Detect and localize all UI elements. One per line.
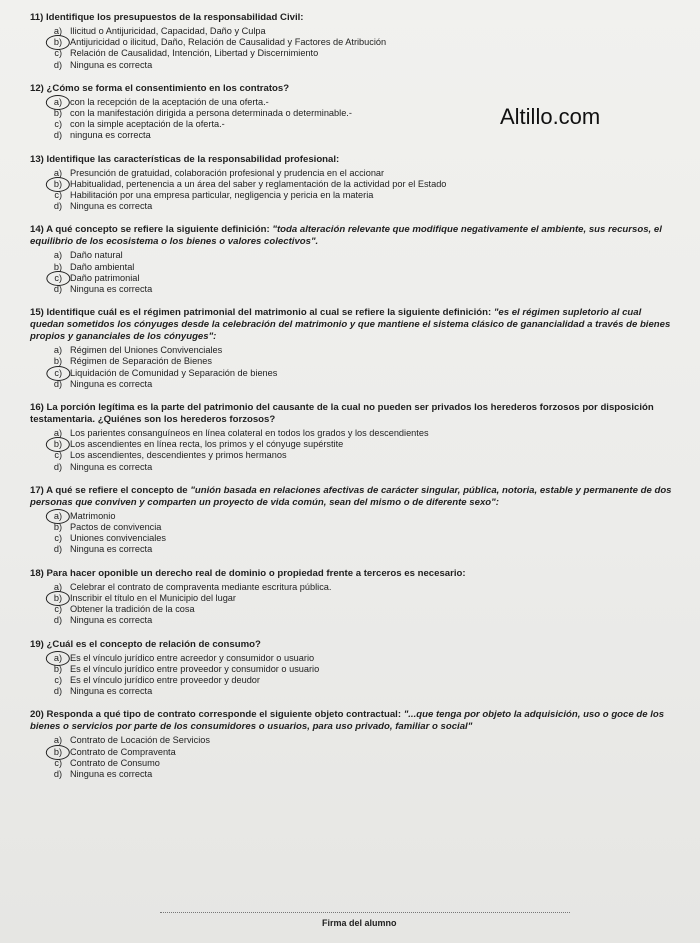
option-letter: a) — [54, 511, 68, 522]
signature-line — [160, 912, 570, 913]
option-circled — [30, 439, 678, 450]
option-text: con la manifestación dirigida a persona determinada o determinable.- — [70, 108, 352, 119]
option-text: Ilicitud o Antijuricidad, Capacidad, Daño y Culpa — [70, 26, 266, 36]
question-stem: 16) La porción legítima es la parte del patrimonio del causante de la cual no pueden ser privados los herederos forzosos por disposición testamentaria. ¿Quiénes son los herederos forzosos? — [30, 402, 654, 426]
option-text: Ninguna es correcta — [70, 615, 153, 626]
option — [30, 604, 678, 615]
question-text — [30, 402, 678, 426]
question-text — [30, 224, 678, 248]
option-letter: d) — [53, 378, 62, 389]
option-circled — [30, 273, 678, 284]
option-text: Matrimonio — [70, 510, 116, 521]
option-list — [30, 97, 678, 142]
question-stem: 13) Identifique las características de la responsabilidad profesional: — [30, 153, 340, 165]
option-circled — [30, 368, 678, 379]
question-19 — [30, 639, 678, 698]
question-13 — [30, 154, 678, 213]
option-text: Ninguna es correcta — [70, 461, 153, 472]
option — [30, 48, 678, 59]
option-letter: c) — [54, 48, 62, 59]
question-12 — [30, 83, 678, 142]
option-text: Uniones convivenciales — [70, 533, 167, 544]
option-text: Presunción de gratuidad, colaboración profesional y prudencia en el accionar — [70, 167, 385, 178]
option-letter: b) — [54, 179, 68, 190]
option-circled — [30, 511, 678, 522]
option-text: Contrato de Consumo — [70, 757, 160, 768]
question-stem: 11) Identifique los presupuestos de la responsabilidad Civil: — [30, 12, 304, 23]
option-text: Régimen de Separación de Bienes — [70, 356, 212, 367]
option — [30, 26, 678, 37]
question-11 — [30, 12, 678, 71]
option — [30, 428, 678, 439]
option-text: con la simple aceptación de la oferta.- — [70, 119, 225, 130]
option-letter: b) — [53, 663, 62, 674]
option-text: Ninguna es correcta — [70, 768, 153, 779]
option — [30, 190, 678, 201]
question-quote: "es el régimen supletorio al cual quedan sometidos los cónyuges desde la celebración del matrimonio y que mantiene el sistema clásico de ganancialidad a través de bienes propios y gananciales de los cónyuges": — [30, 307, 671, 343]
option — [30, 675, 678, 686]
option — [30, 582, 678, 593]
option-letter: a) — [53, 250, 62, 261]
option-text: Daño patrimonial — [70, 272, 140, 283]
question-stem: 19) ¿Cuál es el concepto de relación de consumo? — [30, 638, 261, 650]
option — [30, 119, 678, 130]
question-text — [30, 568, 678, 580]
option — [30, 450, 678, 461]
question-20 — [30, 709, 678, 780]
option-letter: a) — [53, 26, 62, 36]
option-list — [30, 428, 678, 473]
question-stem: 15) Identifique cuál es el régimen patrimonial del matrimonio al cual se refiere la siguiente definición: — [30, 307, 494, 319]
question-quote: "unión basada en relaciones afectivas de carácter singular, pública, notoria, estable y permanente de dos personas que conviven y comparten un proyecto de vida común, sean del mismo o de diferente sexo": — [30, 484, 672, 508]
question-text — [30, 485, 678, 509]
option-letter: a) — [53, 167, 62, 178]
option-text: Relación de Causalidad, Intención, Libertad y Discernimiento — [70, 48, 319, 59]
question-16 — [30, 402, 678, 473]
question-text — [30, 639, 678, 651]
option-letter: a) — [53, 428, 62, 439]
option-text: Ninguna es correcta — [70, 686, 153, 697]
option-text: Contrato de Compraventa — [70, 746, 176, 757]
option-circled — [30, 37, 678, 48]
option — [30, 462, 678, 473]
option-letter: b) — [54, 439, 68, 450]
option-text: Ninguna es correcta — [70, 284, 153, 295]
option-letter: c) — [54, 533, 62, 544]
option-circled — [30, 747, 678, 758]
option-text: Habilitación por una empresa particular, negligencia y pericia en la materia — [70, 190, 374, 201]
option-letter: d) — [53, 59, 62, 70]
option-letter: d) — [53, 130, 62, 141]
option — [30, 379, 678, 390]
option-text: Régimen del Uniones Convivenciales — [70, 345, 223, 356]
option-text: Los ascendientes, descendientes y primos hermanos — [70, 450, 287, 461]
option-letter: c) — [54, 757, 62, 768]
question-text — [30, 12, 678, 24]
option-letter: b) — [53, 522, 62, 533]
option — [30, 769, 678, 780]
option — [30, 356, 678, 367]
option-letter: c) — [54, 368, 68, 379]
option-letter: c) — [54, 190, 62, 201]
question-quote: "...que tenga por objeto la adquisición, uso o goce de los bienes o servicios por parte de los consumidores o usuarios, para uso privado, familiar o social" — [30, 709, 665, 733]
option — [30, 522, 678, 533]
option-list — [30, 26, 678, 71]
option-circled — [30, 653, 678, 664]
option-text: Celebrar el contrato de compraventa mediante escritura pública. — [70, 581, 332, 592]
option-text: Antijuricidad o ilicitud, Daño, Relación de Causalidad y Factores de Atribución — [70, 37, 387, 48]
option-letter: a) — [54, 653, 68, 664]
signature-label: Firma del alumno — [322, 918, 397, 928]
question-text — [30, 154, 678, 166]
option-letter: b) — [53, 356, 62, 367]
question-17 — [30, 485, 678, 556]
option — [30, 262, 678, 273]
option — [30, 735, 678, 746]
option-list — [30, 511, 678, 556]
option-text: Ninguna es correcta — [70, 544, 153, 555]
option-text: Ninguna es correcta — [70, 201, 153, 212]
option-list — [30, 653, 678, 698]
question-stem: 14) A qué concepto se refiere la siguiente definición: — [30, 224, 273, 236]
option-letter: d) — [53, 686, 62, 697]
option-text: Es el vínculo jurídico entre proveedor y deudor — [70, 674, 260, 685]
option-letter: b) — [54, 747, 68, 758]
option — [30, 108, 678, 119]
option-letter: b) — [54, 37, 68, 48]
option-text: Contrato de Locación de Servicios — [70, 735, 210, 746]
option-list — [30, 345, 678, 390]
option-text: Los ascendientes en línea recta, los primos y el cónyuge supérstite — [70, 439, 344, 450]
option — [30, 250, 678, 261]
option — [30, 201, 678, 212]
option-text: ninguna es correcta — [70, 130, 151, 141]
question-stem: 18) Para hacer oponible un derecho real de dominio o propiedad frente a terceros es necesario: — [30, 567, 466, 579]
option-letter: c) — [54, 273, 68, 284]
option-letter: d) — [53, 201, 62, 212]
option-text: Ninguna es correcta — [70, 59, 153, 70]
option — [30, 284, 678, 295]
option-text: Habitualidad, pertenencia a un área del saber y reglamentación de la actividad por el Estado — [70, 178, 447, 189]
option-text: Es el vínculo jurídico entre proveedor y consumidor o usuario — [70, 663, 320, 674]
option-letter: d) — [53, 768, 62, 779]
option-circled — [30, 97, 678, 108]
question-stem: 20) Responda a qué tipo de contrato corresponde el siguiente objeto contractual: — [30, 709, 404, 721]
option — [30, 533, 678, 544]
option-letter: a) — [53, 581, 62, 592]
option-letter: c) — [54, 674, 62, 685]
option — [30, 758, 678, 769]
question-quote: "toda alteración relevante que modifique negativamente el ambiente, sus recursos, el equilibrio de los ecosistema o los bienes o valores colectivos". — [30, 224, 662, 248]
option-text: Pactos de convivencia — [70, 522, 162, 533]
option-letter: d) — [53, 284, 62, 295]
option-list — [30, 735, 678, 780]
question-18 — [30, 568, 678, 627]
option-text: Daño ambiental — [70, 261, 135, 272]
option — [30, 130, 678, 141]
option-text: con la recepción de la aceptación de una oferta.- — [70, 96, 269, 107]
option-letter: d) — [53, 461, 62, 472]
option — [30, 60, 678, 71]
option-letter: b) — [53, 108, 62, 119]
option-text: Liquidación de Comunidad y Separación de bienes — [70, 367, 278, 378]
question-list — [30, 12, 678, 780]
option-text: Daño natural — [70, 250, 123, 261]
option-text: Obtener la tradición de la cosa — [70, 604, 195, 615]
option-circled — [30, 593, 678, 604]
option-letter: b) — [53, 261, 62, 272]
option — [30, 544, 678, 555]
question-15 — [30, 307, 678, 390]
option-letter: c) — [54, 604, 62, 615]
option-letter: a) — [53, 345, 62, 356]
watermark: Altillo.com — [500, 104, 601, 129]
option-list — [30, 582, 678, 627]
option-text: Los parientes consanguíneos en línea colateral en todos los grados y los descendientes — [70, 428, 429, 439]
option — [30, 345, 678, 356]
option-list — [30, 168, 678, 213]
option — [30, 664, 678, 675]
question-stem: 17) A qué se refiere el concepto de — [30, 484, 191, 496]
option-letter: c) — [54, 119, 62, 130]
option-letter: d) — [53, 544, 62, 555]
option-letter: d) — [53, 615, 62, 626]
question-text — [30, 83, 678, 95]
option — [30, 168, 678, 179]
question-text — [30, 709, 678, 733]
question-text — [30, 307, 678, 343]
option-text: Inscribir el título en el Municipio del lugar — [70, 592, 236, 603]
question-14 — [30, 224, 678, 295]
option-text: Es el vínculo jurídico entre acreedor y consumidor o usuario — [70, 652, 315, 663]
option — [30, 615, 678, 626]
option-letter: b) — [54, 593, 68, 604]
option-text: Ninguna es correcta — [70, 378, 153, 389]
option-letter: c) — [54, 450, 62, 461]
option — [30, 686, 678, 697]
option-circled — [30, 179, 678, 190]
question-stem: 12) ¿Cómo se forma el consentimiento en los contratos? — [30, 82, 290, 94]
option-letter: a) — [53, 735, 62, 746]
option-letter: a) — [54, 97, 68, 108]
option-list — [30, 250, 678, 295]
